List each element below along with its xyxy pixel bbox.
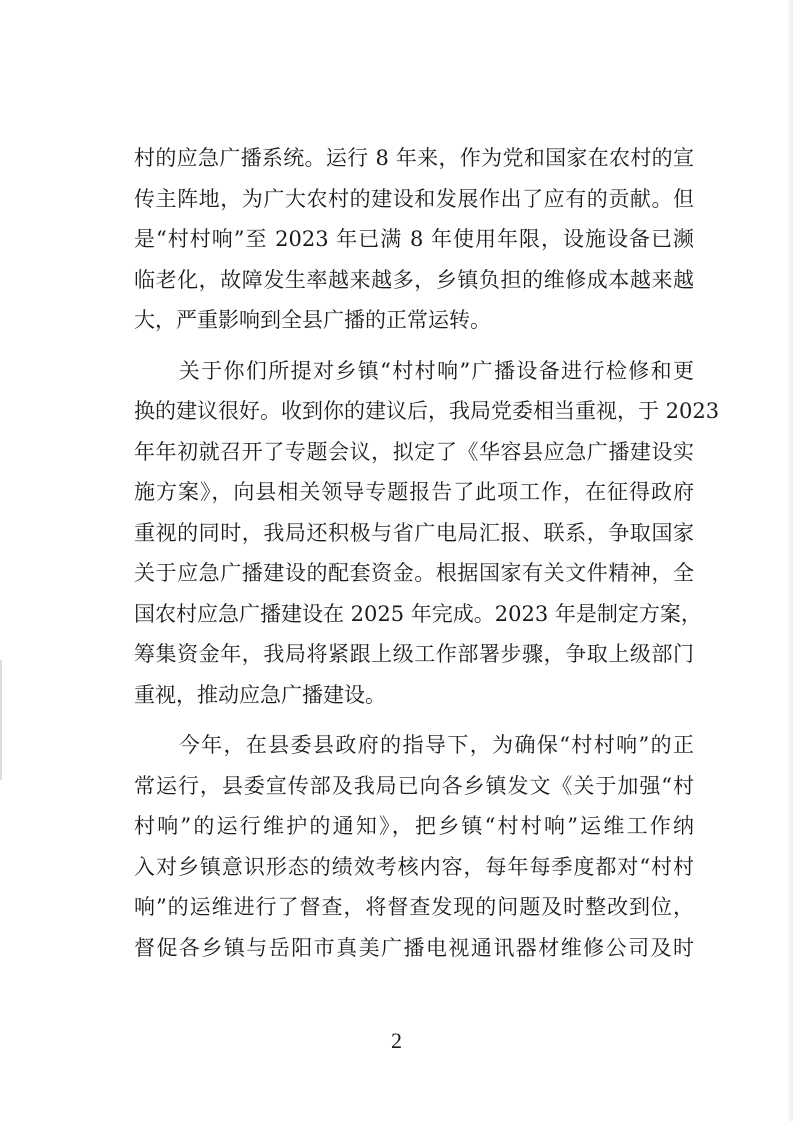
text-line: 关于你们所提对乡镇“村村响”广播设备进行检修和更 bbox=[134, 358, 694, 383]
text-line: 国农村应急广播建设在 2025 年完成。2023 年是制定方案， bbox=[134, 601, 702, 626]
text-line: 村响”的运行维护的通知》，把乡镇“村村响”运维工作纳 bbox=[134, 814, 694, 838]
text-line: 重视，推动应急广播建设。 bbox=[134, 682, 386, 707]
scan-edge-shadow bbox=[787, 0, 793, 1121]
text-line: 传主阵地，为广大农村的建设和发展作出了应有的贡献。但 bbox=[134, 186, 694, 211]
scan-edge-mark bbox=[0, 660, 2, 780]
text-line: 督促各乡镇与岳阳市真美广播电视通讯器材维修公司及时 bbox=[134, 935, 694, 960]
document-body bbox=[134, 138, 720, 968]
text-line: 关于应急广播建设的配套资金。根据国家有关文件精神，全 bbox=[134, 561, 694, 585]
text-line: 年年初就召开了专题会议，拟定了《华容县应急广播建设实 bbox=[134, 439, 694, 464]
text-line: 今年，在县委县政府的指导下，为确保“村村响”的正 bbox=[134, 733, 694, 757]
text-line: 是“村村响”至 2023 年已满 8 年使用年限，设施设备已濒 bbox=[134, 227, 694, 251]
text-line: 村的应急广播系统。运行 8 年来，作为党和国家在农村的宣 bbox=[134, 146, 694, 170]
text-line: 入对乡镇意识形态的绩效考核内容，每年每季度都对“村村 bbox=[134, 854, 694, 879]
text-line: 施方案》，向县相关领导专题报告了此项工作，在征得政府 bbox=[134, 480, 694, 504]
page-number: 2 bbox=[391, 1028, 402, 1053]
text-line: 临老化，故障发生率越来越多，乡镇负担的维修成本越来越 bbox=[134, 267, 694, 292]
text-line: 大，严重影响到全县广播的正常运转。 bbox=[134, 308, 491, 332]
text-line: 响”的运维进行了督查，将督查发现的问题及时整改到位， bbox=[134, 895, 694, 919]
text-line: 换的建议很好。收到你的建议后，我局党委相当重视，于 2023 bbox=[134, 399, 720, 423]
text-line: 重视的同时，我局还积极与省广电局汇报、联系，争取国家 bbox=[134, 520, 694, 545]
text-line: 筹集资金年，我局将紧跟上级工作部署步骤，争取上级部门 bbox=[134, 642, 694, 666]
text-line: 常运行，县委宣传部及我局已向各乡镇发文《关于加强“村 bbox=[134, 773, 694, 798]
